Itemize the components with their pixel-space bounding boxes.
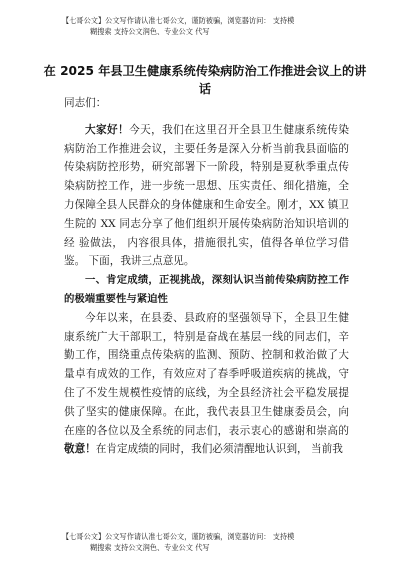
page-header [62,15,362,37]
paragraph-2 [64,309,349,459]
header-line-2: 糊搜索 支持公文润色、专业公文 代写 [90,27,210,36]
page-footer [62,531,362,553]
paragraph-1-text: 今天，我们在这里召开全县卫生健康系统传染病防治工作推进会议，主要任务是深入分析当前我县面临的传染病防控形势，研究部署下一阶段，特别是夏秋季重点传染病防控工作，进一步统一思想、压实责任、细化措施，全力保障全县人民群众的身体健康和生命安全。刚才，XX 镇卫生院的 XX 同志分享了他们组织开展传染病防治知识培训的经 验做法， 内容很具体，措施很扎实，值得各单位学习借鉴。 下面，我讲三点意见。 [64,123,350,268]
header-line-1: 【七哥公文】公文写作请认准七哥公文，谨防被骗，浏览器访问： 支持模 [62,16,295,25]
footer-line-1: 【七哥公文】公文写作请认准七哥公文，谨防被骗，浏览器访问： 支持模 [62,532,295,541]
document-title: 在 2025 年县卫生健康系统传染病防治工作推进会议上的讲话 [43,64,367,96]
footer-line-2: 糊搜索 支持公文润色、专业公文 代写 [90,543,210,552]
section-heading-1: 一、肯定成绩，正视挑战，深刻认识当前传染病防控工作的极端重要性与紧迫性 [64,274,349,305]
paragraph-1 [64,121,349,271]
paragraph-2-text-a: 今年以来，在县委、县政府的坚强领导下，全县卫生健康系统广大干部职工，特别是奋战在基层一线的同志们，辛勤工作，围绕重点传染病的监测、预防、控制和救治做了大量卓有成效的工作，有效应对了春季呼吸道疾病的挑战，守住了不发生规模性疫情的底线，为全县经济社会平稳发展提供了坚实的健康保障。在此，我代表县卫生健康委员会，向在座的各位以及全系统的同志们，表示衷心的感谢和崇高的 [64,311,349,437]
paragraph-2-bold: 敬意！ [64,443,96,456]
document-body [64,94,349,459]
paragraph-2-text-b: 在肯定成绩的同时，我们必须清醒地认识到， 当前我 [95,443,343,456]
greeting-lead: 大家好！ [85,123,130,136]
salutation: 同志们： [64,97,107,109]
